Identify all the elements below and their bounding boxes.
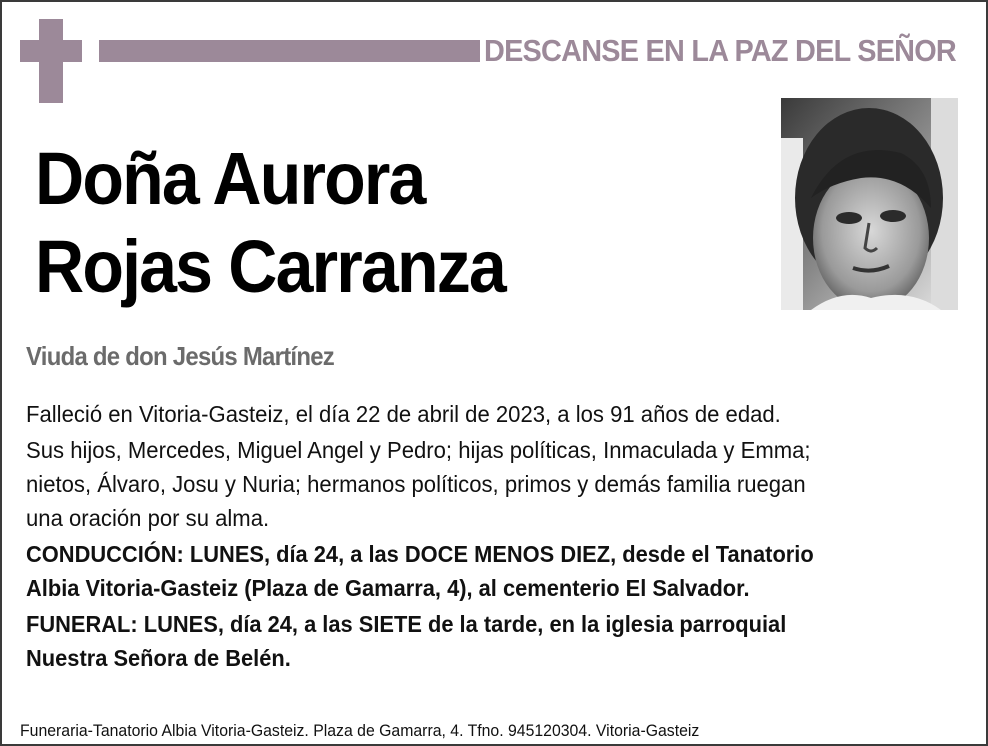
funeral-paragraph: [26, 607, 919, 675]
header-rule: [99, 40, 480, 62]
name-line-1: Doña Aurora: [35, 137, 425, 220]
name-line-2: Rojas Carranza: [35, 225, 505, 308]
cross-horizontal-beam: [20, 40, 82, 62]
conduccion-line: CONDUCCIÓN: LUNES, día 24, a las DOCE MENOS DIEZ, desde el Tanatorio: [26, 541, 814, 567]
family-line: nietos, Álvaro, Josu y Nuria; hermanos políticos, primos y demás familia ruegan: [26, 471, 806, 497]
notice-body: [26, 397, 986, 677]
family-line: Sus hijos, Mercedes, Miguel Angel y Pedro; hijas políticas, Inmaculada y Emma;: [26, 437, 811, 463]
funeral-line: Nuestra Señora de Belén.: [26, 645, 291, 671]
family-paragraph: [26, 433, 928, 535]
header-title: DESCANSE EN LA PAZ DEL SEÑOR: [484, 33, 957, 68]
funeral-line: FUNERAL: LUNES, día 24, a las SIETE de la tarde, en la iglesia parroquial: [26, 611, 787, 637]
funeral-home-footer: Funeraria-Tanatorio Albia Vitoria-Gasteiz. Plaza de Gamarra, 4. Tfno. 945120304. Vitoria-Gasteiz: [20, 721, 700, 740]
conduccion-paragraph: [26, 537, 919, 605]
portrait-image: [781, 98, 958, 310]
death-announcement: Falleció en Vitoria-Gasteiz, el día 22 de abril de 2023, a los 91 años de edad.: [26, 401, 781, 427]
family-line: una oración por su alma.: [26, 505, 270, 531]
widow-of-subtitle: Viuda de don Jesús Martínez: [26, 341, 335, 371]
conduccion-line: Albia Vitoria-Gasteiz (Plaza de Gamarra, 4), al cementerio El Salvador.: [26, 575, 750, 601]
deceased-name: [35, 135, 505, 311]
deceased-photo: [781, 98, 958, 310]
